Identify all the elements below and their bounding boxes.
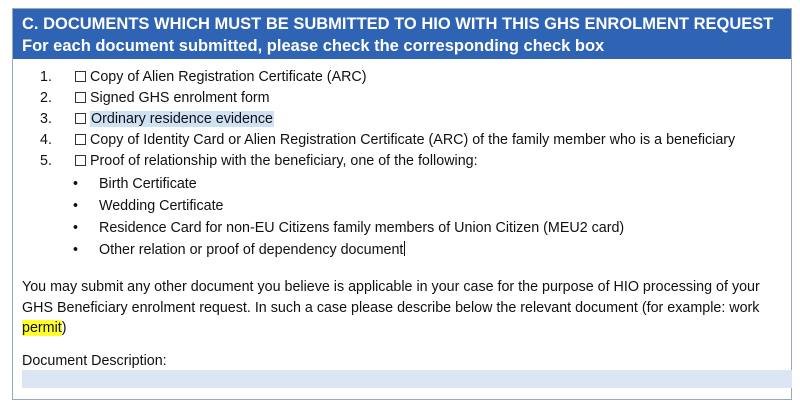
option-label: Other relation or proof of dependency document: [99, 242, 404, 258]
highlighted-word: permit: [22, 320, 62, 336]
item-number: 1.: [40, 69, 52, 85]
item-number: 4.: [40, 132, 52, 148]
checkbox-family-member-id[interactable]: [75, 134, 86, 145]
document-item-3: [13, 109, 791, 130]
item-label: Proof of relationship with the beneficiary, one of the following:: [90, 153, 478, 169]
item-number: 3.: [40, 111, 52, 127]
document-item-1: [13, 67, 791, 88]
option-label-with-caret[interactable]: [99, 239, 405, 261]
selected-text: Ordinary residence evidence: [91, 111, 273, 127]
option-label: Birth Certificate: [99, 176, 197, 192]
checkbox-proof-of-relationship[interactable]: [75, 155, 86, 166]
form-section-c: [12, 8, 792, 400]
option-label: Residence Card for non-EU Citizens family members of Union Citizen (MEU2 card): [99, 220, 625, 236]
item-number: 5.: [40, 153, 52, 169]
text-cursor: [404, 241, 405, 256]
checkbox-arc-copy[interactable]: [75, 71, 86, 82]
list-item: [13, 239, 791, 261]
checkbox-signed-form[interactable]: [75, 92, 86, 103]
list-item: [13, 195, 791, 217]
item-label-wrapper: [90, 109, 274, 130]
section-title: C. DOCUMENTS WHICH MUST BE SUBMITTED TO HIO WITH THIS GHS ENROLMENT REQUEST: [22, 15, 774, 33]
note-text: You may submit any other document you believe is applicable in your case for the purpose of HIO processing of your GHS Beneficiary enrolment request. In such a case please describe below the relevant document (for example: work: [22, 279, 760, 316]
document-description-field[interactable]: [22, 370, 792, 388]
section-header: [13, 9, 791, 59]
document-item-5: [13, 151, 791, 172]
list-item: [13, 217, 791, 239]
bullet-icon: •: [73, 220, 79, 236]
section-instruction: For each document submitted, please check the corresponding check box: [22, 37, 605, 55]
checkbox-residence-evidence[interactable]: [75, 113, 86, 124]
document-item-2: [13, 88, 791, 109]
list-item: [13, 173, 791, 195]
relationship-options-list: [13, 173, 791, 261]
item-number: 2.: [40, 90, 52, 106]
item-label: Copy of Identity Card or Alien Registration Certificate (ARC) of the family member who is a beneficiary: [90, 132, 736, 148]
bullet-icon: •: [73, 198, 79, 214]
bullet-icon: •: [73, 242, 79, 258]
note-text-end: ): [61, 320, 67, 336]
bullet-icon: •: [73, 176, 79, 192]
option-label: Wedding Certificate: [99, 198, 224, 214]
document-description-label: Document Description:: [22, 353, 167, 369]
document-item-4: [13, 130, 791, 151]
additional-documents-note: [22, 277, 792, 339]
documents-list: [13, 67, 791, 261]
item-label: Copy of Alien Registration Certificate (ARC): [90, 69, 367, 85]
item-label: Signed GHS enrolment form: [90, 90, 270, 106]
